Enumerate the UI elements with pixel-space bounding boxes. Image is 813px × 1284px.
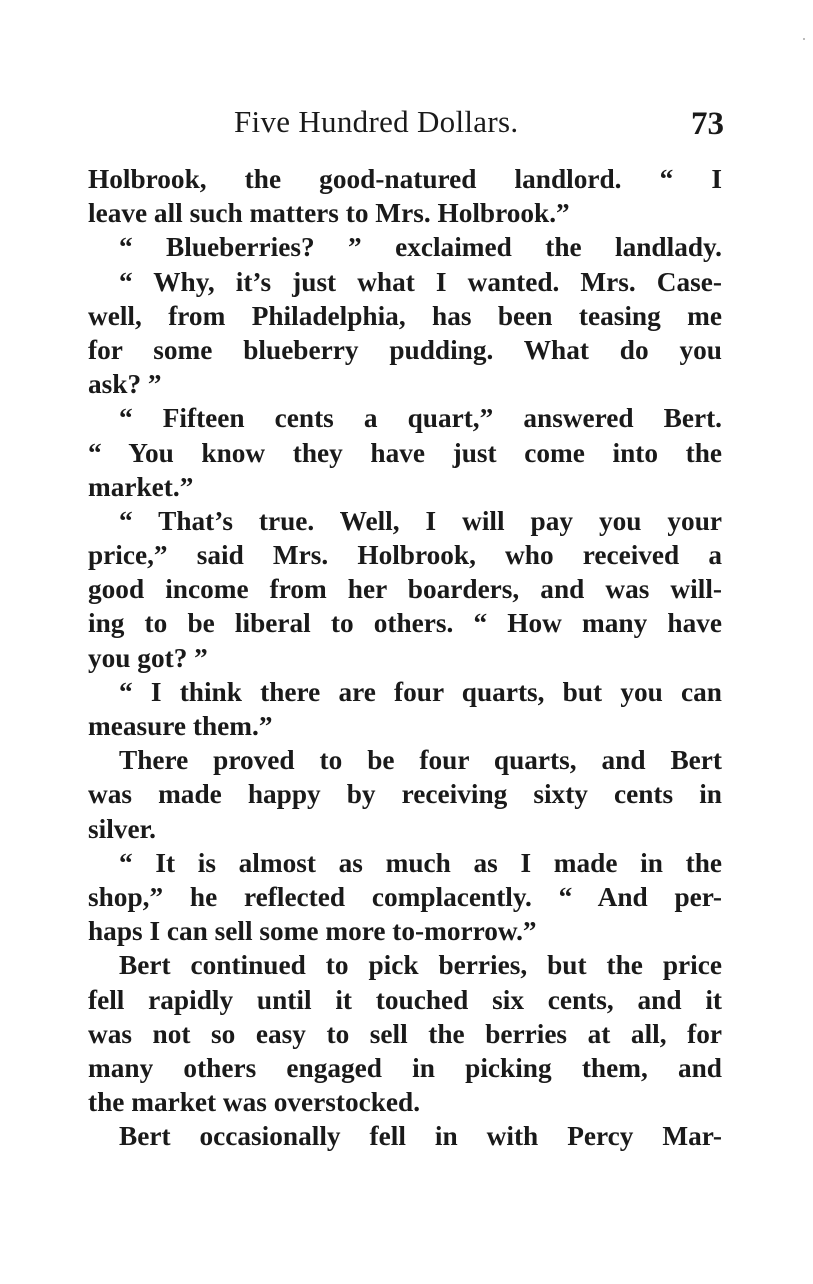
text-line: fell rapidly until it touched six cents, and it	[88, 984, 722, 1015]
text-line: measure them.”	[88, 711, 273, 741]
text-line: ing to be liberal to others. “ How many have	[88, 608, 722, 639]
text-line: “ I think there are four quarts, but you can	[119, 676, 722, 707]
text-line: price,” said Mrs. Holbrook, who received a	[88, 540, 722, 571]
text-line: was not so easy to sell the berries at all, for	[88, 1018, 722, 1049]
text-line: “ You know they have just come into the	[88, 437, 722, 468]
text-line: market.”	[88, 471, 194, 502]
text-line: “ Fifteen cents a quart,” answered Bert.	[119, 403, 722, 434]
text-line: many others engaged in picking them, and	[88, 1052, 722, 1083]
text-line: good income from her boarders, and was will-	[88, 574, 722, 605]
text-line: shop,” he reflected complacently. “ And per-	[88, 881, 722, 912]
text-line: haps I can sell some more to-morrow.”	[88, 916, 537, 947]
text-line: Bert continued to pick berries, but the price	[119, 950, 722, 981]
text-line: you got? ”	[88, 642, 208, 673]
body-text	[88, 162, 722, 1153]
text-line: ask? ”	[88, 369, 162, 400]
text-line: There proved to be four quarts, and Bert	[119, 745, 722, 776]
text-line: “ It is almost as much as I made in the	[119, 847, 722, 878]
text-line: the market was overstocked.	[88, 1087, 421, 1118]
text-line: for some blueberry pudding. What do you	[88, 334, 722, 365]
text-line: was made happy by receiving sixty cents in	[88, 779, 722, 810]
running-title: Five Hundred Dollars.	[234, 104, 519, 139]
text-line: well, from Philadelphia, has been teasing me	[88, 300, 722, 331]
text-line: “ Why, it’s just what I wanted. Mrs. Case-	[119, 266, 722, 297]
text-line: Bert occasionally fell in with Percy Mar-	[119, 1121, 722, 1152]
scan-speck	[803, 38, 805, 40]
text-line: leave all such matters to Mrs. Holbrook.”	[88, 198, 570, 229]
text-line: Holbrook, the good-natured landlord. “ I	[88, 164, 722, 194]
page-header	[88, 104, 728, 148]
text-line: silver.	[88, 813, 156, 844]
text-line: “ That’s true. Well, I will pay you your	[119, 505, 722, 536]
page-number: 73	[691, 106, 724, 142]
text-line: “ Blueberries? ” exclaimed the landlady.	[119, 232, 722, 263]
